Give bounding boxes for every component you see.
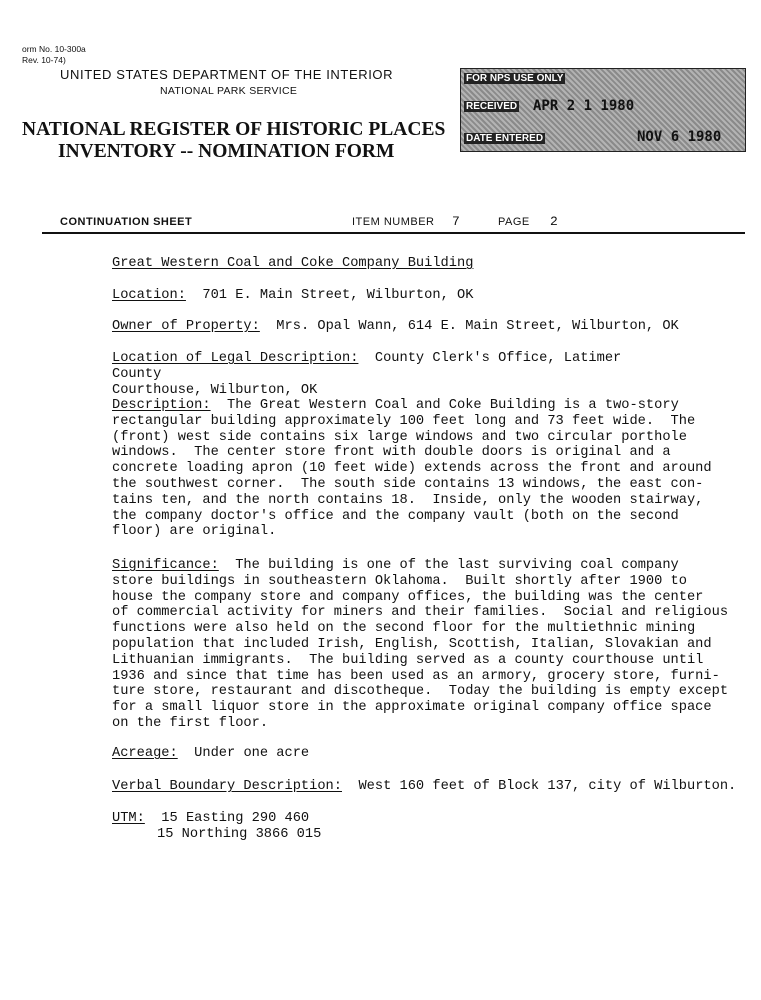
legal-description-value: County Clerk's Office, Latimer County Courthouse, Wilburton, OK	[112, 351, 622, 398]
owner-label: Owner of Property:	[112, 319, 260, 334]
boundary-value: West 160 feet of Block 137, city of Wilburton.	[358, 779, 737, 794]
utm-line2: 15 Northing 3866 015	[157, 827, 322, 842]
legal-description-section	[112, 351, 672, 398]
description-label: Description:	[112, 398, 211, 413]
description-section	[112, 398, 732, 540]
form-title-line2: INVENTORY -- NOMINATION FORM	[58, 141, 395, 162]
header-divider	[42, 232, 745, 234]
item-number-value: 7	[452, 214, 460, 229]
department-name: UNITED STATES DEPARTMENT OF THE INTERIOR	[60, 67, 394, 82]
boundary-section	[112, 779, 752, 795]
form-number-line2: Rev. 10-74)	[22, 55, 66, 65]
owner-section	[112, 319, 732, 335]
form-title-line1: NATIONAL REGISTER OF HISTORIC PLACES	[22, 119, 446, 140]
utm-section	[112, 811, 732, 827]
page-label: PAGE	[498, 216, 530, 228]
date-entered-label: DATE ENTERED	[466, 133, 544, 144]
acreage-section	[112, 746, 732, 762]
location-label: Location:	[112, 288, 186, 303]
significance-text: The building is one of the last surviving coal company store buildings in southeastern Oklahoma. Built shortly after 1900 to house the company store and company offices, the building was the center of commercial activity for miners and their families. Social and religious functions were also held on the second floor for the multiethnic mining population that included Irish, English, Scottish, Italian, Slovakian and Lithuanian immigrants. The building served as a county courthouse until 1936 and since that time has been used as an armory, grocery store, furni- ture store, restaurant and discotheque. Today the building is empty except for a small liquor store in the approximate original company office space on the first floor.	[112, 558, 729, 731]
location-value: 701 E. Main Street, Wilburton, OK	[202, 288, 474, 303]
date-entered-value: NOV 6 1980	[637, 129, 722, 145]
service-name: NATIONAL PARK SERVICE	[160, 85, 298, 97]
continuation-sheet-label: CONTINUATION SHEET	[60, 216, 193, 228]
location-section	[112, 288, 732, 304]
building-name-text: Great Western Coal and Coke Company Building	[112, 256, 474, 271]
received-label: RECEIVED	[466, 101, 518, 112]
form-number	[22, 44, 86, 66]
significance-label: Significance:	[112, 558, 219, 573]
significance-section	[112, 558, 732, 732]
building-name	[112, 256, 732, 272]
item-number-label: ITEM NUMBER	[352, 216, 435, 228]
nps-use-label: FOR NPS USE ONLY	[466, 73, 564, 84]
boundary-label: Verbal Boundary Description:	[112, 779, 342, 794]
owner-value: Mrs. Opal Wann, 614 E. Main Street, Wilburton, OK	[276, 319, 679, 334]
nps-use-box	[460, 68, 746, 152]
page-number-value: 2	[550, 214, 558, 229]
form-number-line1: orm No. 10-300a	[22, 44, 86, 54]
received-date: APR 2 1 1980	[533, 98, 635, 114]
utm-label: UTM:	[112, 811, 145, 826]
acreage-value: Under one acre	[194, 746, 310, 761]
description-text: The Great Western Coal and Coke Building is a two-story rectangular building approximately 100 feet long and 73 feet wide. The (front) west side contains six large windows and two circular porthole windows. The center store front with double doors is original and a concrete loading apron (10 feet wide) extends across the front and around the southwest corner. The south side contains 13 windows, the east con- tains ten, and the north contains 18. Inside, only the wooden stairway, the company doctor's office and the company vault (both on the second floor) are original.	[112, 398, 712, 540]
legal-description-label: Location of Legal Description:	[112, 351, 359, 366]
utm-line1: 15 Easting 290 460	[161, 811, 310, 826]
acreage-label: Acreage:	[112, 746, 178, 761]
